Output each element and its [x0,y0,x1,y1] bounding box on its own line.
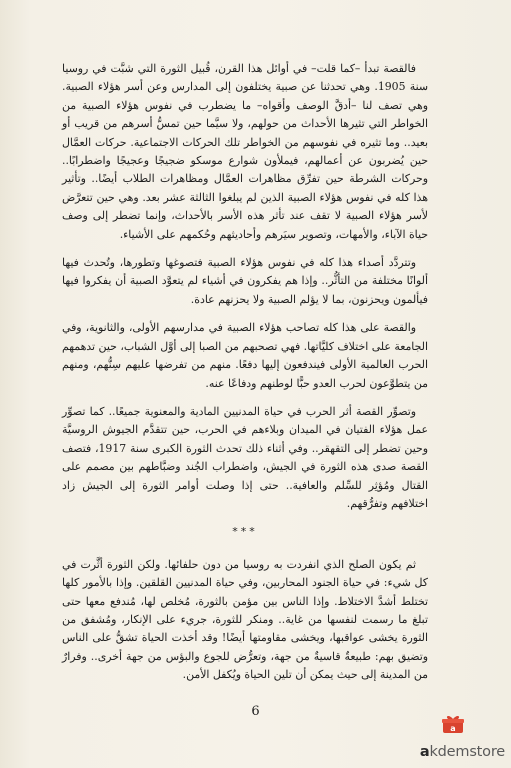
body-text [62,60,428,695]
svg-text:a: a [450,724,456,733]
page-number: 6 [251,704,260,719]
paragraph: فالقصة تبدأ –كما قلت– في أوائل هذا القرن، قُبيل الثورة التي شبَّت في روسيا سنة 1905. وهي تحدثنا عن صبية يختلفون إلى المدارس وعن أسر هؤلاء الصبية. وهي تصف لنا –أدقَّ الوصف وأقواه– ما يضطرب في نفوس هؤلاء الصبية من الخواطر التي تثيرها الأحداث من حولهم، ولا سيَّما حين تمسُّ أسرهم من قريب أو بعيد.. وما تثيره في نفوسهم من الخواطر تلك الحركات الاجتماعية. حركات العمَّال حين يُضربون عن أعمالهم، فيملأون شوارع موسكو ضجيجًا وعجيجًا واضطرابًا.. وحركات الشرطة حين تفرِّق مظاهرات العمَّال ومظاهرات الطلاب أيضًا.. وتأثير هذا كله في نفوس هؤلاء الصبية الذين لم يبلغوا الثالثة عشر بعد. وهي حين تتعرَّض لأسر هؤلاء الصبية لا تقف عند تأثر هذه الأسر بالأحداث، وإنما تضطر إلى وصف حياة الآباء، والأمهات، وتصوير سيَرهم وأحاديثهم وحُكمهم على الأشياء. [62,62,428,241]
paragraph: ثم يكون الصلح الذي انفردت به روسيا من دون حلفائها. ولكن الثورة أثَّرت في كل شيء: في حياة الجنود المحاربين، وفي حياة المدنيين القلقين. وإذا بالأمور كلها تختلط أشدَّ الاختلاط. وإذا الناس بين مؤمن بالثورة، مُخلص لها، مُندفع معها حتى تبلغ ما رسمت لنفسها من غاية.. ومنكر للثورة، جريء على الإنكار، ومُشفق من الثورة يخشى عواقبها، ويخشى مقاومتها أيضًا! وقد أخذت الحياة تشقُّ على الناس وتضيق بهم: طبيعةٌ قاسيةٌ من جهة، وتعرُّض للجوع والبؤس من جهة أخرى.. وفرارٌ من المدينة إلى حيث يمكن أن تلين الحياة ويُكفل الأمن. [62,557,428,682]
paragraph: والقصة على هذا كله تصاحب هؤلاء الصبية في مدارسهم الأولى، والثانوية، وفي الجامعة على اختلاف كليَّاتها. فهي تصحبهم من الصبا إلى أوَّل الشباب، حين تدهمهم الحرب العالمية الأولى فيندفعون إليها دفعًا. منهم من تفرضها عليهم سِنُّهم، ومنهم من يتطوَّعون لحرب العدو حبًّا لوطنهم ودفاعًا عنه. [62,321,428,390]
section-separator: *** [232,525,258,539]
paragraph: وتتردَّد أصداء هذا كله في نفوس هؤلاء الصبية فتصوغها وتطورها، وتُحدث فيها ألوانًا مختلفة من التأثُّر.. وإذا هم يفكرون في أشياء لم يتعوَّد الصبية أن يفكروا فيها فيألمون ويحزنون، بما لا يؤلم الصبية ولا يحزنهم عادة. [62,256,428,306]
paragraph: وتصوِّر القصة أثر الحرب في حياة المدنيين المادية والمعنوية جميعًا.. كما تصوِّر عمل هؤلاء الفتيان في الميدان وبلاءهم في الحرب، حين تتقدَّم الجيوش الروسيَّة وحين تضطر إلى التقهقر.. وفي أثناء ذلك تحدث الثورة الكبرى سنة 1917، فتصف القصة صدى هذه الثورة في الجيش، واضطراب الجُند وضبَّاطهم بين مصمم على القتال ومُؤثِر للسِّلم والعافية.. حتى إذا وصلت أوامر الثورة إلى الجيش زاد اختلافهم وتفرُّقهم. [62,404,428,510]
store-wordmark: akdemstore [419,744,505,760]
store-watermark [393,714,505,760]
gift-box-icon [441,714,465,734]
